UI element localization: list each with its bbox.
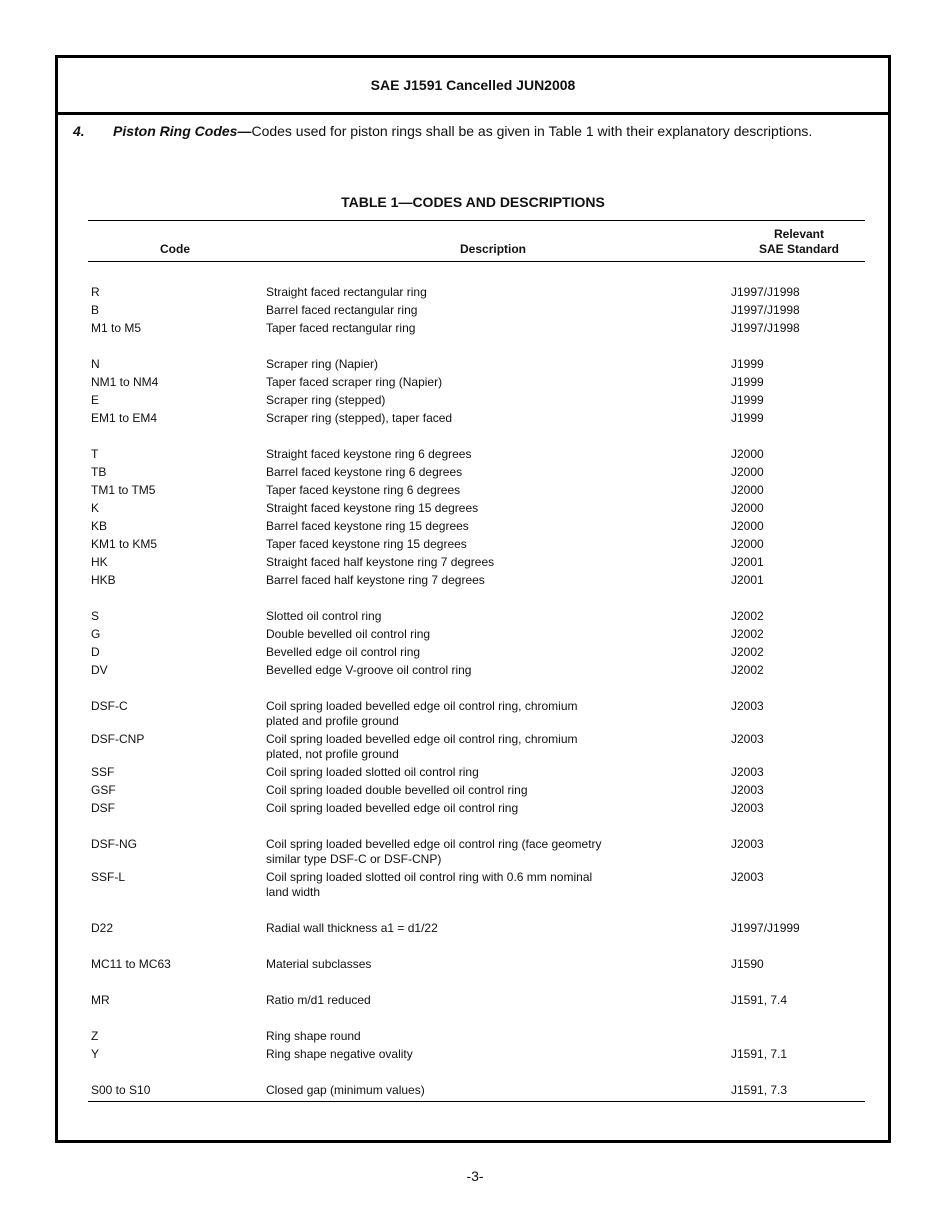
row-description: Coil spring loaded slotted oil control ring with 0.6 mm nominal land width (266, 870, 593, 899)
table-row (88, 320, 865, 338)
table-row (88, 392, 865, 410)
section-paragraph (113, 121, 869, 141)
row-code: MC11 to MC63 (91, 957, 171, 971)
row-standard: J2000 (731, 519, 764, 533)
table-row (88, 1028, 865, 1046)
table-row (88, 302, 865, 320)
table-row (88, 644, 865, 662)
document-frame (55, 55, 891, 1143)
row-description: Straight faced keystone ring 15 degrees (266, 501, 479, 515)
row-code: MR (91, 993, 110, 1007)
row-standard: J2003 (731, 870, 764, 884)
row-description: Barrel faced half keystone ring 7 degrees (266, 573, 485, 587)
row-standard: J2001 (731, 555, 764, 569)
row-description: Taper faced keystone ring 6 degrees (266, 483, 461, 497)
table-row (88, 920, 865, 938)
header-standard-line2: SAE Standard (758, 242, 839, 256)
row-code: SSF-L (91, 870, 126, 884)
row-description: Scraper ring (stepped) (266, 393, 386, 407)
row-standard: J1999 (731, 375, 764, 389)
row-description: Ring shape negative ovality (266, 1047, 413, 1061)
row-code: EM1 to EM4 (91, 411, 158, 425)
header-standard (754, 227, 844, 257)
row-code: SSF (91, 765, 115, 779)
row-code: M1 to M5 (91, 321, 142, 335)
row-standard: J2000 (731, 537, 764, 551)
row-code: D22 (91, 921, 114, 935)
row-code: E (91, 393, 100, 407)
row-code: R (91, 285, 100, 299)
document-header (58, 58, 888, 115)
table-row (88, 446, 865, 464)
row-standard: J1591, 7.3 (731, 1083, 788, 1097)
row-description: Scraper ring (Napier) (266, 357, 379, 371)
table-row (88, 782, 865, 800)
table-row (88, 374, 865, 392)
table-row (88, 1046, 865, 1064)
row-code: DSF-C (91, 699, 128, 713)
table-row (88, 1082, 865, 1100)
row-code: G (91, 627, 101, 641)
row-code: DV (91, 663, 108, 677)
row-standard: J2002 (731, 627, 764, 641)
row-standard: J1999 (731, 393, 764, 407)
row-description: Coil spring loaded bevelled edge oil control ring, chromium plated, not profile ground (266, 732, 578, 761)
row-standard: J2000 (731, 465, 764, 479)
row-description: Coil spring loaded bevelled edge oil control ring (266, 801, 519, 815)
row-standard: J1999 (731, 411, 764, 425)
row-code: DSF (91, 801, 115, 815)
header-standard-line1: Relevant (773, 227, 825, 241)
codes-table (88, 220, 865, 1102)
row-standard: J1590 (731, 957, 764, 971)
row-standard: J1591, 7.1 (731, 1047, 788, 1061)
row-code: S00 to S10 (91, 1083, 151, 1097)
row-standard: J2003 (731, 783, 764, 797)
row-description: Coil spring loaded bevelled edge oil control ring, chromium plated and profile ground (266, 699, 578, 728)
table-row (88, 662, 865, 680)
row-standard: J1997/J1999 (731, 921, 800, 935)
row-description: Taper faced keystone ring 15 degrees (266, 537, 467, 551)
section-number: 4. (73, 123, 85, 139)
row-standard: J2003 (731, 837, 764, 851)
row-description: Bevelled edge oil control ring (266, 645, 421, 659)
row-code: DSF-NG (91, 837, 137, 851)
row-standard: J2003 (731, 801, 764, 815)
header-description: Description (460, 242, 527, 256)
table-row (88, 500, 865, 518)
row-code: KM1 to KM5 (91, 537, 158, 551)
row-code: KB (91, 519, 108, 533)
row-standard: J2002 (731, 645, 764, 659)
row-description: Closed gap (minimum values) (266, 1083, 425, 1097)
row-description: Taper faced scraper ring (Napier) (266, 375, 443, 389)
row-code: TB (91, 465, 107, 479)
header-code: Code (160, 242, 190, 256)
table-row (88, 554, 865, 572)
table-row (88, 536, 865, 554)
table-row (88, 626, 865, 644)
table-header (88, 220, 865, 262)
row-code: Z (91, 1029, 99, 1043)
row-standard: J2000 (731, 447, 764, 461)
row-standard: J1997/J1998 (731, 321, 800, 335)
row-standard: J2003 (731, 765, 764, 779)
row-code: NM1 to NM4 (91, 375, 159, 389)
row-description: Bevelled edge V-groove oil control ring (266, 663, 472, 677)
table-row (88, 956, 865, 974)
table-row (88, 356, 865, 374)
row-description: Barrel faced keystone ring 15 degrees (266, 519, 469, 533)
table-row (88, 482, 865, 500)
row-description: Straight faced half keystone ring 7 degrees (266, 555, 495, 569)
row-standard: J2002 (731, 609, 764, 623)
table-row (88, 731, 865, 764)
row-description: Coil spring loaded slotted oil control ring (266, 765, 479, 779)
row-description: Slotted oil control ring (266, 609, 382, 623)
row-code: T (91, 447, 99, 461)
row-standard: J2002 (731, 663, 764, 677)
row-description: Taper faced rectangular ring (266, 321, 416, 335)
row-standard: J2000 (731, 501, 764, 515)
row-description: Double bevelled oil control ring (266, 627, 431, 641)
section-heading: Piston Ring Codes— (113, 123, 252, 139)
row-description: Radial wall thickness a1 = d1/22 (266, 921, 438, 935)
row-description: Scraper ring (stepped), taper faced (266, 411, 453, 425)
row-code: GSF (91, 783, 116, 797)
row-standard: J2001 (731, 573, 764, 587)
row-code: K (91, 501, 100, 515)
row-code: D (91, 645, 100, 659)
row-standard: J1997/J1998 (731, 303, 800, 317)
table-row (88, 410, 865, 428)
row-code: HK (91, 555, 108, 569)
table-row (88, 572, 865, 590)
row-description: Coil spring loaded bevelled edge oil control ring (face geometry similar type DSF-C or DSF-CNP) (266, 837, 602, 866)
row-code: DSF-CNP (91, 732, 145, 746)
table-row (88, 698, 865, 731)
table-row (88, 869, 865, 902)
table-row (88, 836, 865, 869)
row-description: Barrel faced rectangular ring (266, 303, 418, 317)
row-standard: J1999 (731, 357, 764, 371)
table-row (88, 464, 865, 482)
table-row (88, 764, 865, 782)
row-description: Coil spring loaded double bevelled oil control ring (266, 783, 528, 797)
table-body (88, 262, 865, 1102)
row-standard: J2003 (731, 699, 764, 713)
row-standard: J2003 (731, 732, 764, 746)
row-code: HKB (91, 573, 116, 587)
section-text: Codes used for piston rings shall be as given in Table 1 with their explanatory descriptions. (251, 123, 813, 139)
row-description: Barrel faced keystone ring 6 degrees (266, 465, 463, 479)
row-code: Y (91, 1047, 100, 1061)
row-description: Straight faced keystone ring 6 degrees (266, 447, 472, 461)
table-row (88, 800, 865, 818)
row-code: TM1 to TM5 (91, 483, 156, 497)
table-row (88, 284, 865, 302)
row-code: S (91, 609, 100, 623)
table-row (88, 518, 865, 536)
page-number: -3- (466, 1168, 484, 1184)
row-standard: J1997/J1998 (731, 285, 800, 299)
table-row (88, 992, 865, 1010)
row-description: Ratio m/d1 reduced (266, 993, 371, 1007)
section-4 (73, 121, 869, 141)
row-description: Ring shape round (266, 1029, 361, 1043)
document-title: SAE J1591 Cancelled JUN2008 (370, 77, 576, 93)
row-standard: J2000 (731, 483, 764, 497)
row-description: Straight faced rectangular ring (266, 285, 427, 299)
table-row (88, 608, 865, 626)
row-code: N (91, 357, 100, 371)
table-title: TABLE 1—CODES AND DESCRIPTIONS (341, 194, 605, 210)
row-code: B (91, 303, 100, 317)
row-standard: J1591, 7.4 (731, 993, 788, 1007)
row-description: Material subclasses (266, 957, 372, 971)
